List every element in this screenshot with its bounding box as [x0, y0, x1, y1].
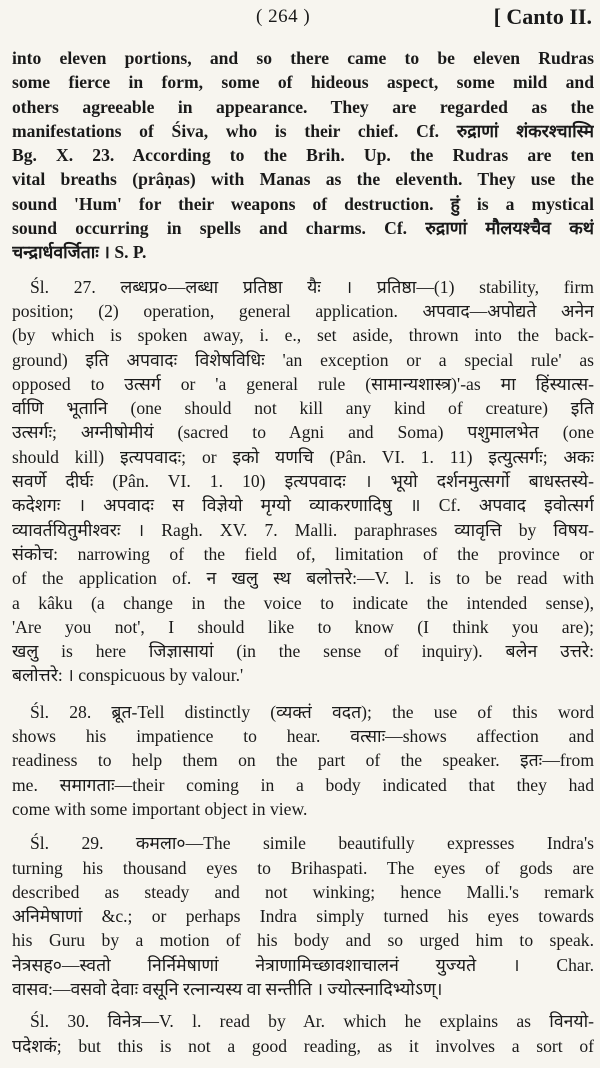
text-line: Śl. 27. लब्धप्र०—लब्धा प्रतिष्ठा यैः । प्रतिष्ठा—(1) stability, firm — [30, 276, 594, 297]
paragraph-rudras — [12, 46, 594, 265]
text-line: manifestations of Śiva, who is their chief. Cf. रुद्राणां शंकरश्चास्मि — [12, 120, 594, 141]
page-header — [0, 4, 600, 36]
text-line: व्यावर्तयितुमीश्वरः । Ragh. XV. 7. Malli. paraphrases व्यावृत्ति by विषय- — [12, 519, 594, 540]
canto-label: [ Canto II. — [493, 4, 592, 29]
paragraph-sloka-27 — [12, 275, 594, 688]
text-line: 'Are you not', I should like to know (I think you are); — [12, 616, 594, 637]
text-line: me. समागताः—their coming in a body indicated that they had — [12, 774, 594, 795]
text-line: readiness to help them on the part of the speaker. इतः—from — [12, 750, 594, 771]
page-number: ( 264 ) — [256, 6, 311, 27]
text-line: वासव:—वसवो देवाः वसूनि रत्नान्यस्य वा सन्तीति । ज्योत्स्नादिभ्योऽण्। — [12, 978, 443, 999]
text-line: नेत्रसह०—स्वतो निर्निमेषाणां नेत्राणामिच्छावशाचालनं युज्यते । Char. — [12, 954, 594, 975]
text-line: Bg. X. 23. According to the Brih. Up. the Rudras are ten — [12, 145, 594, 166]
text-line: सवर्णे दीर्घः (Pân. VI. 1. 10) इत्यपवादः । भूयो दर्शनमुत्सर्गो बाधस्तस्ये- — [12, 471, 594, 492]
text-line: अनिमेषाणां &c.; or perhaps Indra simply turned his eyes towards — [12, 906, 594, 927]
text-line: described as steady and not winking; hence Malli.'s remark — [12, 881, 594, 902]
text-line: opposed to उत्सर्ग or 'a general rule (सामान्यशास्त्र)'-as मा हिंस्यात्स- — [12, 373, 594, 394]
text-line: उत्सर्गः; अग्नीषोमीयं (sacred to Agni and Soma) पशुमालभेत (one — [12, 422, 594, 443]
text-line: come with some important object in view. — [12, 798, 308, 819]
text-line: should kill) इत्यपवादः; or इको यणचि (Pân. VI. 1. 11) इत्युत्सर्गः; अकः — [12, 446, 594, 467]
page-body — [12, 46, 594, 1066]
text-line: Śl. 30. विनेत्र—V. l. read by Ar. which he explains as विनयो- — [30, 1011, 594, 1032]
text-line: Śl. 28. ब्रूत-Tell distinctly (व्यक्तं वदत); the use of this word — [30, 701, 594, 722]
paragraph-sloka-30 — [12, 1009, 594, 1058]
text-line: shows his impatience to hear. वत्साः—shows affection and — [12, 726, 594, 747]
text-line: vital breaths (prâṇas) with Manas as the eleventh. They use the — [12, 169, 594, 190]
text-line: a kâku (a change in the voice to indicate the intended sense), — [12, 592, 594, 613]
text-line: संकोच: narrowing of the field of, limitation of the province or — [12, 543, 594, 564]
text-line: some fierce in form, some of hideous aspect, some mild and — [12, 72, 594, 93]
text-line: turning his thousand eyes to Brihaspati. The eyes of gods are — [12, 857, 594, 878]
text-line: बलोत्तरे: । conspicuous by valour.' — [12, 665, 244, 686]
text-line: ground) इति अपवादः विशेषविधिः 'an exception or a special rule' as — [12, 349, 594, 370]
text-line: others agreeable in appearance. They are regarded as the — [12, 96, 594, 117]
text-line: पदेशकं; but this is not a good reading, as it involves a sort of — [12, 1035, 594, 1056]
text-line: sound occurring in spells and charms. Cf. रुद्राणां मौलयश्चैव कथं — [12, 218, 594, 239]
text-line: (by which is spoken away, i. e., set aside, thrown into the back- — [12, 325, 594, 346]
text-line: his Guru by a motion of his body and so urged him to speak. — [12, 930, 594, 951]
text-line: of the application of. न खलु स्थ बलोत्तरे:—V. l. is to be read with — [12, 568, 594, 589]
paragraph-sloka-29 — [12, 831, 594, 1001]
text-line: कदेशगः । अपवादः स विज्ञेयो मृग्यो व्याकरणादिषु ॥ Cf. अपवाद इवोत्सर्ग — [12, 495, 594, 516]
text-line: र्वाणि भूतानि (one should not kill any kind of creature) इति — [12, 398, 594, 419]
text-line: sound 'Hum' for their weapons of destruction. हुं is a mystical — [12, 193, 594, 214]
text-line: into eleven portions, and so there came to be eleven Rudras — [12, 48, 594, 68]
paragraph-sloka-28 — [12, 700, 594, 821]
text-line: position; (2) operation, general application. अपवाद—अपोद्यते अनेन — [12, 300, 594, 321]
text-line: चन्द्रार्धवर्जिताः । S. P. — [12, 242, 147, 263]
text-line: Śl. 29. कमला०—The simile beautifully expresses Indra's — [30, 833, 594, 854]
text-line: खलु is here जिज्ञासायां (in the sense of inquiry). बलेन उत्तरे: — [12, 641, 594, 662]
